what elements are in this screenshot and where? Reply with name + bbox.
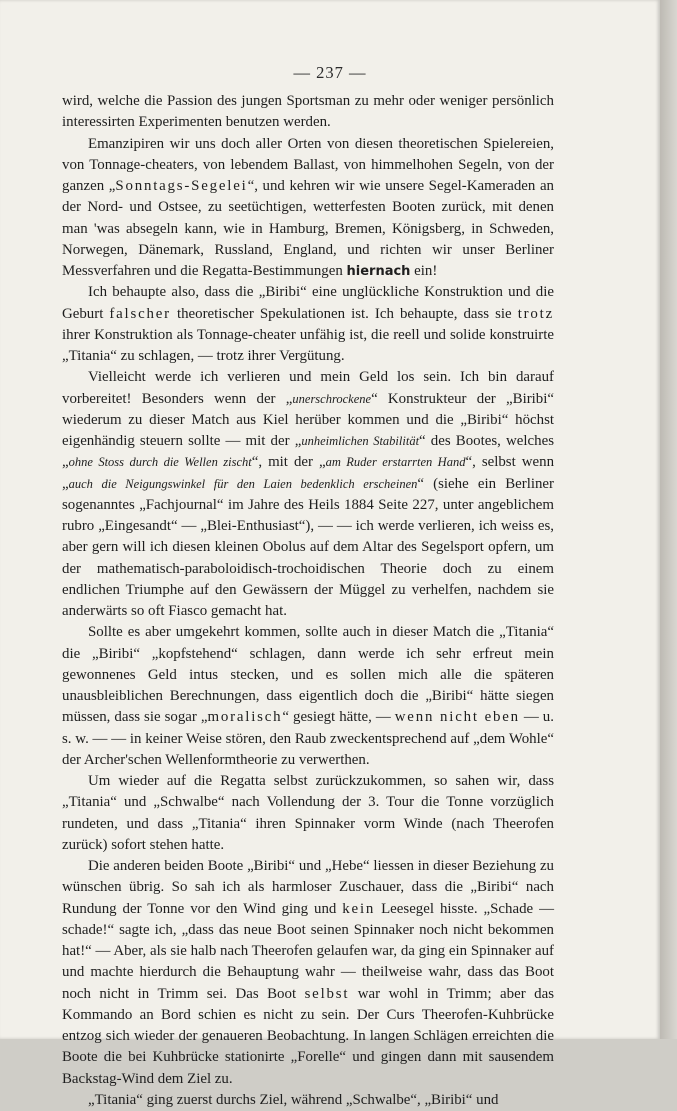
page-edge [660,0,677,1039]
paragraph: „Titania“ ging zuerst durchs Ziel, während „Schwalbe“, „Biribi“ und [88,1091,499,1108]
paragraph: Ich behaupte also, dass die „Biribi“ eine unglückliche Konstruktion und die Geburt falscher theoretischer Spekulationen ist. Ich behaupte, dass sie trotz ihrer Konstruktion als Tonnage-cheater unfähig ist, die reell und solide konstruirte „Titania“ zu schlagen, — trotz ihrer Vergütung. [62,284,554,364]
paragraph: Die anderen beiden Boote „Biribi“ und „Hebe“ liessen in dieser Beziehung zu wünschen übrig. So sah ich als harmloser Zuschauer, dass die „Biribi“ nach Rundung der Tonne vor den Wind ging und kein Leesegel hisste. „Schade — schade!“ sagte ich, „dass das neue Boot seinen Spinnaker noch nicht bekommen hat!“ — Aber, als sie halb nach Theerofen gelaufen war, da ging ein Spinnaker auf und machte hierdurch die Behauptung wahr — theilweise wahr, dass das Boot noch nicht in Trimm sei. Das Boot selbst war wohl in Trimm; aber das Kommando an Bord schien es nicht zu sein. Der Curs Theerofen-Kuhbrücke entzog sich wieder der genaueren Beobachtung. In langen Schlägen erreichten die Boote die bei Kuhbrücke stationirte „Forelle“ und gingen dann mit sausendem Backstag-Wind dem Ziel zu. [62,858,554,1087]
paragraph: Emanzipiren wir uns doch aller Orten von diesen theoretischen Spielereien, von Tonnage-cheaters, von lebendem Ballast, von himmelhohen Segeln, von der ganzen „Sonntags-Segelei“, und kehren wir wie unsere Segel-Kameraden an der Nord- und Ostsee, zu seetüchtigen, wetterfesten Booten zurück, mit denen man 'was absegeln kann, wie in Hamburg, Bremen, Königsberg, in Schweden, Norwegen, Dänemark, Russland, England, und richten wir unser Berliner Messverfahren und die Regatta-Bestimmungen hiernach ein! [62,135,554,279]
paragraph: wird, welche die Passion des jungen Sportsman zu mehr oder weniger persönlich interessirten Experimenten benutzen werden. [62,93,554,131]
body-text [62,91,554,1111]
paragraph: Vielleicht werde ich verlieren und mein Geld los sein. Ich bin darauf vorbereitet! Besonders wenn der „unerschrockene“ Konstrukteur der „Biribi“ wiederum zu dieser Match aus Kiel herüber kommen und die „Biribi“ höchst eigenhändig steuern sollte — mit der „unheimlichen Stabilität“ des Bootes, welches „ohne Stoss durch die Wellen zischt“, mit der „am Ruder erstarrten Hand“, selbst wenn „auch die Neigungswinkel für den Laien bedenklich erscheinen“ (siehe ein Berliner sogenanntes „Fachjournal“ im Jahre des Heils 1884 Seite 227, unter angeblichem rubro „Eingesandt“ — „Blei-Enthusiast“), — — ich werde verlieren, ich weiss es, aber gern will ich diesen kleinen Obolus auf dem Altar des Segelsport opfern, um der mathematisch-paraboloidisch-trochoidischen Theorie doch zu einem endlichen Triumphe auf den Gewässern der Müggel zu verhelfen, nachdem sie anderwärts so oft Fiasco gemacht hat. [62,369,555,619]
page-number: — 237 — [293,63,367,82]
paragraph: Sollte es aber umgekehrt kommen, sollte auch in dieser Match die „Titania“ die „Biribi“ „kopfstehend“ schlagen, dann werde ich sehr erfreut mein gewonnenes Geld intus stecken, und es sollen mich alle die späteren unausbleiblichen Berechnungen, dass eigentlich doch die „Biribi“ hätte siegen müssen, dass sie sogar „moralisch“ gesiegt hätte, — wenn nicht eben — u. s. w. — — in keiner Weise stören, den Raub zweckentsprechend auf „dem Wohle“ der Archer'schen Wellenformtheorie zu verwerthen. [62,624,554,768]
paragraph: Um wieder auf die Regatta selbst zurückzukommen, so sahen wir, dass „Titania“ und „Schwalbe“ nach Vollendung der 3. Tour die Tonne vorzüglich rundeten, und dass „Titania“ ihren Spinnaker vorm Winde (nach Theerofen zurück) sofort stehen hatte. [62,773,554,853]
